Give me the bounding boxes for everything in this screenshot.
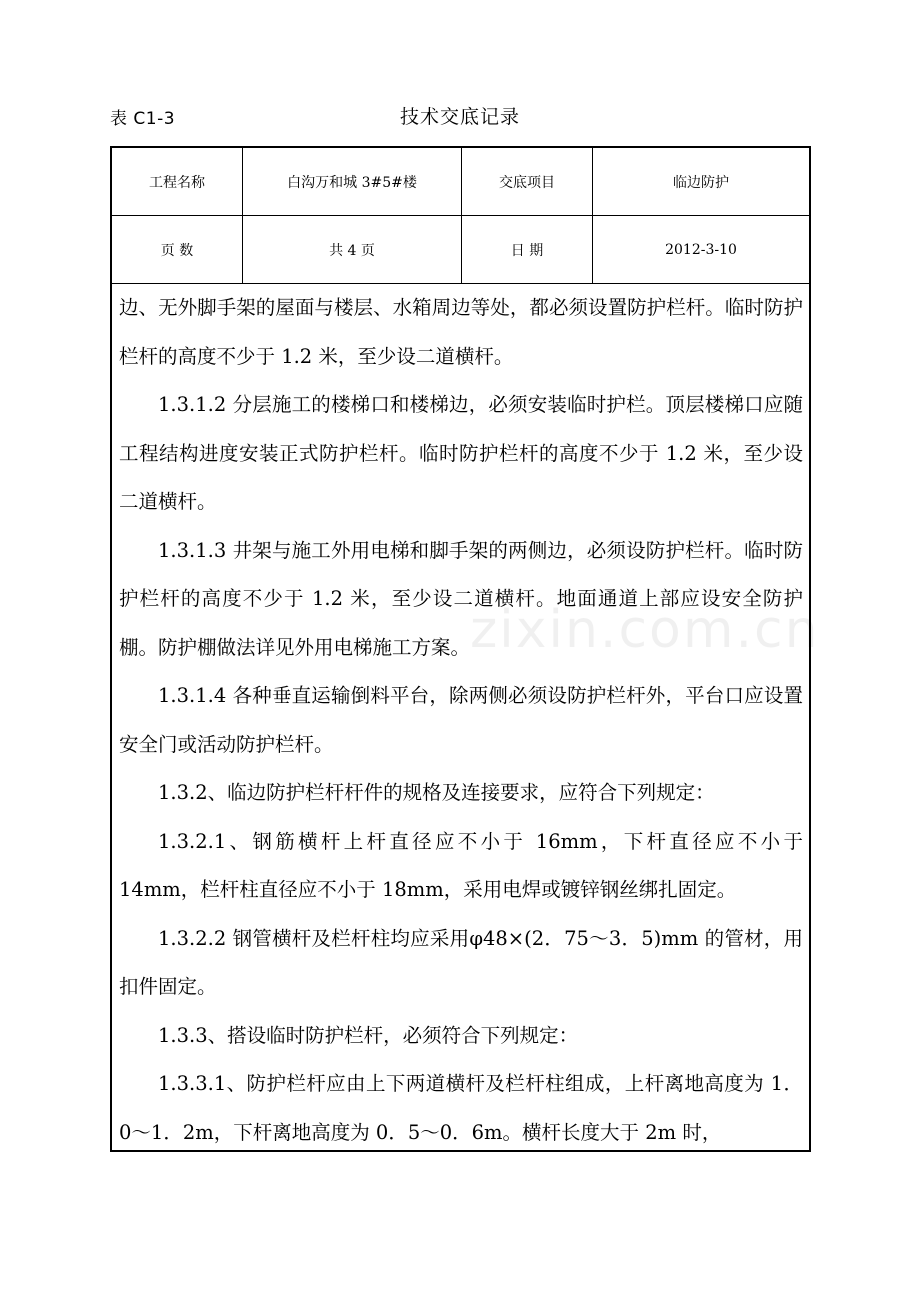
date-value: 2012-3-10 [665, 241, 737, 258]
record-table [110, 146, 811, 1152]
watermark: zixin.com.cn [470, 600, 820, 660]
pages-label: 页 数 [112, 216, 243, 283]
pages-value: 共 4 页 [243, 216, 462, 283]
body-text [112, 284, 809, 1157]
document-title: 技术交底记录 [399, 106, 520, 128]
project-name-label: 工程名称 [112, 148, 243, 215]
item-label: 交底项目 [462, 148, 593, 215]
paragraph-1-3-1-2: 1.3.1.2 分层施工的楼梯口和楼梯边，必须安装临时护栏。顶层楼梯口应随工程结构进度安装正式防护栏杆。临时防护栏杆的高度不少于 1.2 米，至少设二道横杆。 [119, 393, 803, 513]
project-name-value: 白沟万和城 3#5#楼 [243, 148, 462, 215]
date-label: 日 期 [462, 216, 593, 283]
info-row-project [112, 148, 809, 216]
form-code: 表 C1-3 [110, 109, 176, 129]
paragraph-1-3-2: 1.3.2、临边防护栏杆杆件的规格及连接要求，应符合下列规定： [158, 781, 715, 804]
paragraph-1-3-1-3: 1.3.1.3 井架与施工外用电梯和脚手架的两侧边，必须设防护栏杆。临时防护栏杆的高度不少于 1.2 米，至少设二道横杆。地面通道上部应设安全防护棚。防护棚做法详见外用电梯施工方案。 [119, 538, 803, 659]
paragraph-1-3-2-1: 1.3.2.1、钢筋横杆上杆直径应不小于 16mm，下杆直径应不小于 14mm，栏杆柱直径应不小于 18mm，采用电焊或镀锌钢丝绑扎固定。 [119, 829, 803, 901]
paragraph-1-3-1-4: 1.3.1.4 各种垂直运输倒料平台，除两侧必须设防护栏杆外，平台口应设置安全门或活动防护栏杆。 [119, 684, 803, 756]
paragraph-1-3-3: 1.3.3、搭设临时防护栏杆，必须符合下列规定： [158, 1023, 579, 1047]
item-value: 临边防护 [673, 174, 729, 191]
paragraph-1-3-3-1: 1.3.3.1、防护栏杆应由上下两道横杆及栏杆柱组成，上杆离地高度为 1．0～1．2m，下杆离地高度为 0．5～0．6m。横杆长度大于 2m 时， [119, 1072, 803, 1144]
info-row-pages [112, 216, 809, 284]
paragraph-continued: 边、无外脚手架的屋面与楼层、水箱周边等处，都必须设置防护栏杆。临时防护栏杆的高度不少于 1.2 米，至少设二道横杆。 [119, 296, 803, 368]
paragraph-1-3-2-2: 1.3.2.2 钢管横杆及栏杆柱均应采用φ48×(2．75～3．5)mm 的管材，用扣件固定。 [119, 926, 803, 998]
